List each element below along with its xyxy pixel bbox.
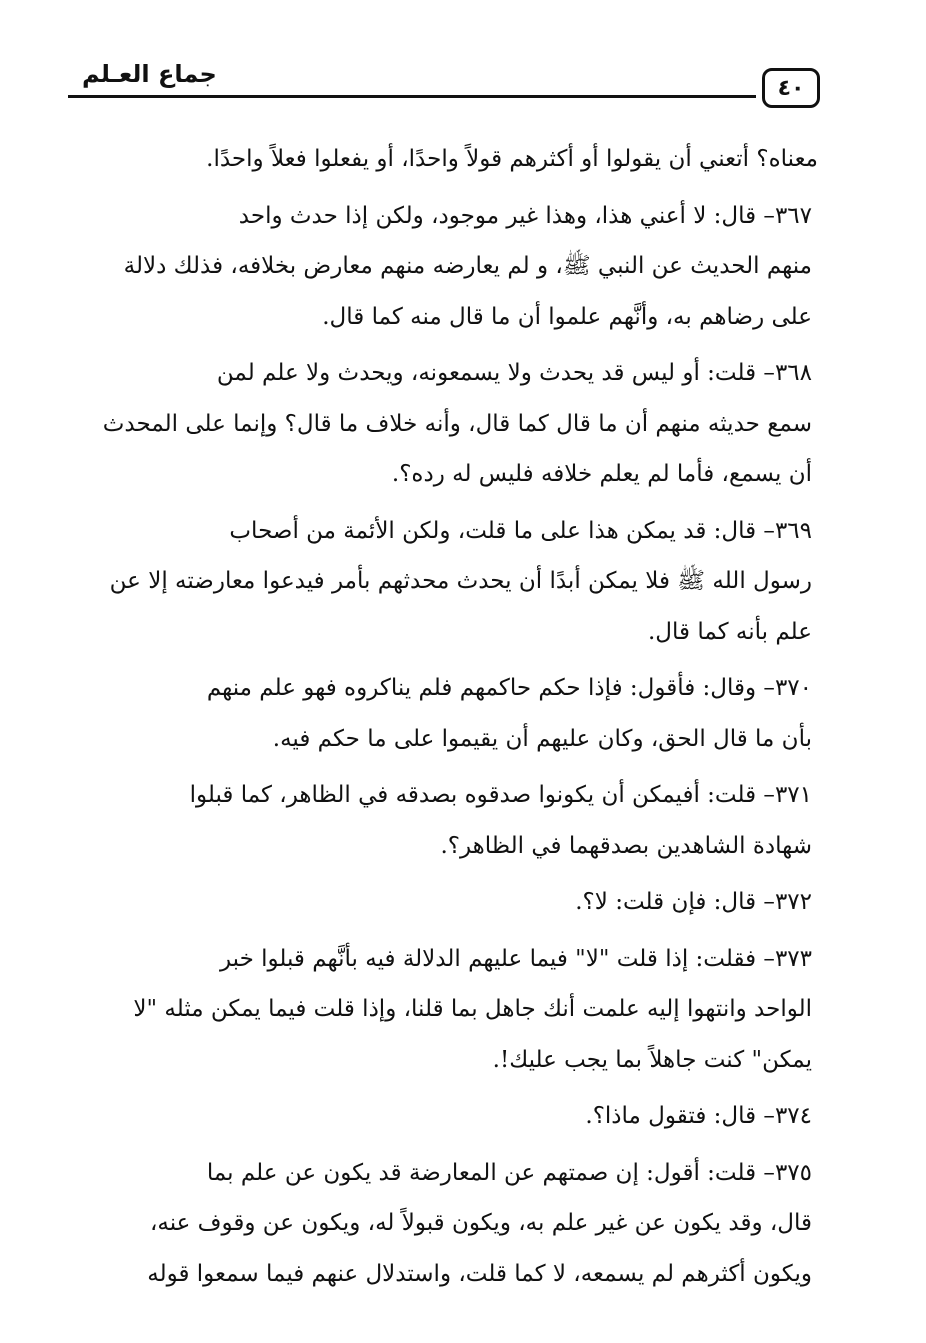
header-rule	[68, 95, 756, 98]
text-line: علم بأنه كما قال.	[648, 618, 812, 645]
text-line: ٣٧٤– قال: فتقول ماذا؟.	[585, 1103, 812, 1129]
text-line: ٣٧٣– فقلت: إذا قلت "لا" فيما عليهم الدلالة فيه بأنَّهم قبلوا خبر	[219, 945, 812, 972]
paragraph	[80, 770, 818, 871]
text-line: أن يسمع، فأما لم يعلم خلافه فليس له رده؟.	[391, 461, 812, 487]
body-text	[80, 134, 818, 1305]
paragraph	[80, 934, 818, 1086]
text-line: منهم الحديث عن النبي ﷺ، و لم يعارضه منهم معارض بخلافه، فذلك دلالة	[123, 253, 812, 279]
paragraph	[80, 877, 818, 928]
paragraph	[80, 663, 818, 764]
text-line: ٣٧٠– وقال: فأقول: فإذا حكم حاكمهم فلم يناكروه فهو علم منهم	[206, 675, 812, 701]
page-header	[68, 58, 820, 118]
text-line: ويكون أكثرهم لم يسمعه، لا كما قلت، واستدلال عنهم فيما سمعوا قوله	[147, 1260, 812, 1287]
text-line: رسول الله ﷺ فلا يمكن أبدًا أن يحدث محدثهم بأمر فيدعوا معارضته إلا عن	[109, 568, 812, 594]
text-line: قال، وقد يكون عن غير علم به، ويكون قبولاً له، ويكون عن وقوف عنه،	[149, 1210, 812, 1236]
text-line: ٣٦٩– قال: قد يمكن هذا على ما قلت، ولكن الأئمة من أصحاب	[229, 517, 812, 544]
text-line: معناه؟ أتعني أن يقولوا أو أكثرهم قولاً واحدًا، أو يفعلوا فعلاً واحدًا.	[206, 146, 818, 172]
paragraph	[80, 348, 818, 500]
paragraph	[80, 134, 818, 185]
text-line: الواحد وانتهوا إليه علمت أنك جاهل بما قلنا، وإذا قلت فيما يمكن مثله "لا	[133, 996, 812, 1022]
text-line: ٣٧٢– قال: فإن قلت: لا؟.	[575, 889, 812, 915]
paragraph	[80, 1148, 818, 1300]
running-title: جماع العـلم	[82, 60, 217, 88]
text-line: ٣٦٨– قلت: أو ليس قد يحدث ولا يسمعونه، ويحدث ولا علم لمن	[216, 360, 812, 386]
text-line: سمع حديثه منهم أن ما قال كما قال، وأنه خلاف ما قال؟ وإنما على المحدث	[102, 410, 812, 437]
text-line: بأن ما قال الحق، وكان عليهم أن يقيموا على ما حكم فيه.	[272, 725, 812, 752]
page-number: ٤٠	[762, 68, 820, 108]
paragraph	[80, 506, 818, 658]
paragraph	[80, 191, 818, 343]
text-line: شهادة الشاهدين بصدقهما في الظاهر؟.	[440, 832, 812, 859]
text-line: ٣٦٧– قال: لا أعني هذا، وهذا غير موجود، ولكن إذا حدث واحد	[238, 202, 812, 229]
text-line: يمكن" كنت جاهلاً بما يجب عليك!.	[492, 1046, 812, 1073]
paragraph	[80, 1091, 818, 1142]
text-line: ٣٧١– قلت: أفيمكن أن يكونوا صدقوه بصدقه في الظاهر، كما قبلوا	[189, 782, 812, 808]
text-line: على رضاهم به، وأنَّهم علموا أن ما قال منه كما قال.	[322, 303, 812, 330]
text-line: ٣٧٥– قلت: أقول: إن صمتهم عن المعارضة قد يكون عن علم بما	[206, 1159, 812, 1186]
